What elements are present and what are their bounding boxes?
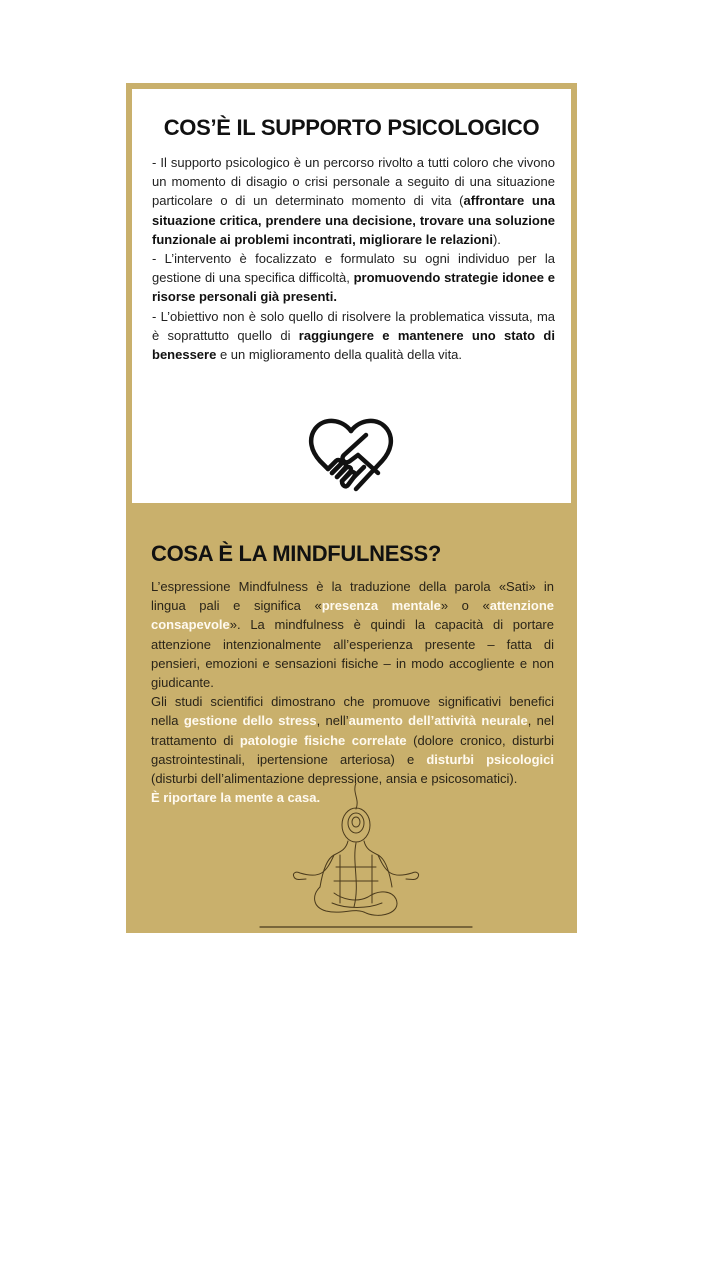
paragraph-2: - L’intervento è focalizzato e formulato su ogni individuo per la gestione di una specifica difficoltà, promuovendo strategie idonee e risorse personali già presenti. bbox=[152, 251, 555, 305]
paragraph-3: - L’obiettivo non è solo quello di risolvere la problematica vissuta, ma è soprattutto quello di raggiungere e mantenere uno stato di benessere e un miglioramento della qualità della vita. bbox=[152, 308, 555, 363]
psychological-support-section bbox=[132, 89, 571, 503]
paragraph-1: - Il supporto psicologico è un percorso rivolto a tutti coloro che vivono un momento di disagio o crisi personale a seguito di una situazione particolare o di un determinato momento di vita (affrontare una situazione critica, prendere una decisione, trovare una soluzione funzionale ai problemi incontrati, migliorare le relazioni). bbox=[152, 155, 555, 247]
closing-line: È riportare la mente a casa. bbox=[151, 790, 321, 806]
heart-handshake-icon bbox=[308, 415, 394, 495]
section-title-mindfulness: COSA È LA MINDFULNESS? bbox=[151, 541, 441, 566]
psychological-support-text bbox=[152, 153, 555, 364]
meditating-person-illustration bbox=[256, 783, 476, 931]
info-panel bbox=[126, 83, 577, 933]
section-title-psychological-support: COS’È IL SUPPORTO PSICOLOGICO bbox=[163, 115, 540, 140]
mindfulness-text: L’espressione Mindfulness è la traduzione della parola «Sati» in lingua pali e significa «presenza mentale» o «attenzione consapevole». La mindfulness è quindi la capacità di portare attenzione intenzionalmente all’esperienza presente – fatta di pensieri, emozioni e sensazioni fisiche – in modo accogliente e non giudicante. Gli studi scientifici dimostrano che promuove significativi benefici nella gestione dello stress, nell’aumento dell’attività neurale, nel trattamento di patologie fisiche correlate (dolore cronico, disturbi gastrointestinali, ipertensione arteriosa) e disturbi psicologici (disturbi dell’alimentazione depressione, ansia e psicosomatici). È riportare la mente a casa. bbox=[151, 579, 554, 806]
